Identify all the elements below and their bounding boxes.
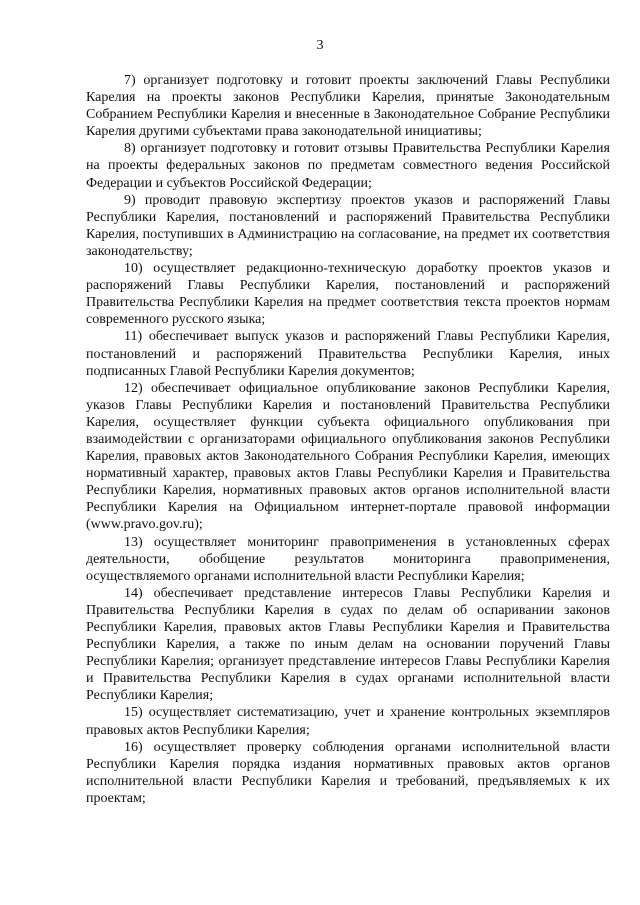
paragraph-item-7: 7) организует подготовку и готовит проекты заключений Главы Республики Карелия на проекты законов Республики Карелия, принятые Законодательным Собранием Республики Карелия и внесенные в Законодательное Собрание Республики Карелия другими субъектами права законодательной инициативы;	[86, 73, 610, 140]
paragraph-item-16: 16) осуществляет проверку соблюдения органами исполнительной власти Республики Карелия порядка издания нормативных правовых актов органов исполнительной власти Республики Карелия и требований, предъявляемых к их проектам;	[86, 739, 610, 806]
page-number: 3	[316, 38, 324, 53]
paragraph-item-12: 12) обеспечивает официальное опубликование законов Республики Карелия, указов Главы Республики Карелия и постановлений Правительства Республики Карелия, осуществляет функции субъекта официального опубликования при взаимодействии с организаторами официального опубликования законов Республики Карелия, правовых актов Законодательного Собрания Республики Карелия, имеющих нормативный характер, правовых актов Главы Республики Карелия и Правительства Республики Карелия, нормативных правовых актов органов исполнительной власти Республики Карелия на Официальном интернет-портале правовой информации (www.pravo.gov.ru);	[86, 380, 610, 533]
paragraph-item-13: 13) осуществляет мониторинг правоприменения в установленных сферах деятельности, обобщение результатов мониторинга правоприменения, осуществляемого органами исполнительной власти Республики Карелия;	[86, 534, 610, 584]
paragraph-item-14: 14) обеспечивает представление интересов Главы Республики Карелия и Правительства Республики Карелия в судах по делам об оспаривании законов Республики Карелия, правовых актов Главы Республики Карелия и Правительства Республики Карелия, а также по иным делам на основании поручений Главы Республики Карелия; организует представление интересов Главы Республики Карелия и Правительства Республики Карелия в судах органами исполнительной власти Республики Карелия;	[86, 585, 610, 704]
paragraph-item-10: 10) осуществляет редакционно-техническую доработку проектов указов и распоряжений Главы Республики Карелия, постановлений и распоряжений Правительства Республики Карелия на предмет соответствия текста проектов нормам современного русского языка;	[86, 261, 610, 328]
paragraph-item-15: 15) осуществляет систематизацию, учет и хранение контрольных экземпляров правовых актов Республики Карелия;	[86, 705, 610, 738]
paragraph-item-11: 11) обеспечивает выпуск указов и распоряжений Главы Республики Карелия, постановлений и распоряжений Правительства Республики Карелия, иных подписанных Главой Республики Карелия документов;	[86, 329, 610, 379]
paragraph-item-9: 9) проводит правовую экспертизу проектов указов и распоряжений Главы Республики Карелия, постановлений и распоряжений Правительства Республики Карелия, поступивших в Администрацию на согласование, на предмет их соответствия законодательству;	[86, 192, 610, 259]
paragraph-item-8: 8) организует подготовку и готовит отзывы Правительства Республики Карелия на проекты федеральных законов по предметам совместного ведения Российской Федерации и субъектов Российской Федерации;	[86, 141, 610, 191]
document-body	[86, 72, 610, 807]
